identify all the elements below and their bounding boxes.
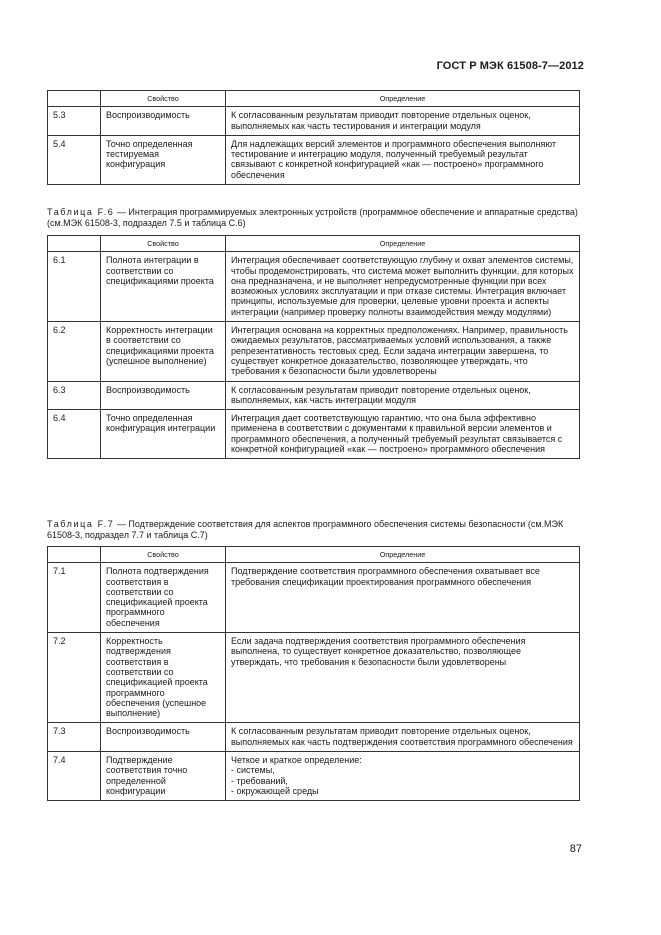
table-header-row <box>48 91 580 107</box>
definition-cell <box>226 752 580 801</box>
column-header <box>48 236 101 252</box>
table-f7 <box>47 546 580 801</box>
row-number: 6.2 <box>48 322 101 381</box>
definition-cell: Для надлежащих версий элементов и программного обеспечения выполняют тестирование и интеграцию модуля, полученный требуемый результат связывают с конкретной конфигурацией «как — построено» программного обеспечения <box>226 135 580 184</box>
definition-cell: Интеграция дает соответствующую гарантию, что она была эффективно применена в соответствии с документами к правильной версии элементов и программного обеспечения, а полученный требуемый результат связывается с конкретной конфигурацией «как — построено» программного обеспечения <box>226 410 580 459</box>
table-row <box>48 107 580 136</box>
definition-cell: К согласованным результатам приводит повторение отдельных оценок, выполняемых как часть подтверждения соответствия программного обеспечения <box>226 723 580 752</box>
table-row <box>48 135 580 184</box>
row-number: 7.3 <box>48 723 101 752</box>
table-row <box>48 410 580 459</box>
definition-cell: Интеграция обеспечивает соответствующую глубину и охват элементов системы, чтобы продемонстрировать, что система может выполнить функции, для которых она предназначена, и не выполняет непредусмотренные функции при всех возможных условиях эксплуатации и при отказе системы. Интеграция включает принципы, используемые для проверки, целевые уровни проекта и аспекты интеграции (например проверку полноты взаимодействия между модулями) <box>226 252 580 322</box>
caption-text: — Подтверждение соответствия для аспектов программного обеспечения системы безопасности (см.МЭК 61508-3, подраздел 7.7 и таблица С.7) <box>47 519 564 540</box>
definition-list-item: - системы, <box>231 765 275 776</box>
caption-label: Таблица F.7 <box>47 519 115 529</box>
row-number: 5.4 <box>48 135 101 184</box>
table-f7-caption <box>47 519 580 541</box>
table-header-row <box>48 236 580 252</box>
property-cell: Точно определенная тестируемая конфигурация <box>101 135 226 184</box>
row-number: 5.3 <box>48 107 101 136</box>
property-cell: Точно определенная конфигурация интеграции <box>101 410 226 459</box>
definition-intro: Четкое и краткое определение: <box>231 755 362 766</box>
page-number: 87 <box>569 843 582 855</box>
column-header: Свойство <box>101 236 226 252</box>
column-header: Определение <box>226 547 580 563</box>
table-row <box>48 752 580 801</box>
row-number: 6.3 <box>48 381 101 410</box>
table-top <box>47 90 580 185</box>
caption-text: — Интеграция программируемых электронных устройств (программное обеспечение и аппаратные средства) (см.МЭК 61508-3, подраздел 7.5 и таблица С.6) <box>47 207 578 228</box>
property-cell: Воспроизводимость <box>101 723 226 752</box>
definition-cell: Подтверждение соответствия программного обеспечения охватывает все требования спецификации проектирования программного обеспечения <box>226 563 580 633</box>
definition-cell: К согласованным результатам приводит повторение отдельных оценок, выполняемых, как часть интеграции модуля <box>226 381 580 410</box>
property-cell: Воспроизводимость <box>101 107 226 136</box>
table-f6-caption <box>47 207 580 229</box>
property-cell: Корректность интеграции в соответствии со спецификациями проекта (успешное выполнение) <box>101 322 226 381</box>
table-row <box>48 381 580 410</box>
column-header: Определение <box>226 236 580 252</box>
row-number: 6.4 <box>48 410 101 459</box>
column-header: Определение <box>226 91 580 107</box>
definition-cell: Интеграция основана на корректных предположениях. Например, правильность ожидаемых результатов, рассматриваемых условий использования, а также репрезентативность тестовых сред. Если задача интеграции завершена, то существует конкретное доказательство, позволяющее утверждать, что требования к безопасности были удовлетворены <box>226 322 580 381</box>
property-cell: Полнота подтверждения соответствия в соответствии со спецификацией проекта программного обеспечения <box>101 563 226 633</box>
column-header: Свойство <box>101 547 226 563</box>
row-number: 7.4 <box>48 752 101 801</box>
row-number: 6.1 <box>48 252 101 322</box>
table-row <box>48 723 580 752</box>
property-cell: Подтверждение соответствия точно определенной конфигурации <box>101 752 226 801</box>
definition-cell: К согласованным результатам приводит повторение отдельных оценок, выполняемых как часть тестирования и интеграции модуля <box>226 107 580 136</box>
document-header: ГОСТ Р МЭК 61508-7—2012 <box>436 60 584 72</box>
column-header <box>48 547 101 563</box>
table-row <box>48 633 580 723</box>
definition-list-item: - окружающей среды <box>231 785 319 796</box>
table-row <box>48 322 580 381</box>
property-cell: Корректность подтверждения соответствия в соответствии со спецификацией проекта программного обеспечения (успешное выполнение) <box>101 633 226 723</box>
table-f6 <box>47 235 580 459</box>
row-number: 7.2 <box>48 633 101 723</box>
table-header-row <box>48 547 580 563</box>
definition-cell: Если задача подтверждения соответствия программного обеспечения выполнена, то существует конкретное доказательство, позволяющее утверждать, что требования к безопасности были удовлетворены <box>226 633 580 723</box>
table-row <box>48 252 580 322</box>
definition-list-item: - требований, <box>231 775 288 786</box>
table-row <box>48 563 580 633</box>
column-header: Свойство <box>101 91 226 107</box>
row-number: 7.1 <box>48 563 101 633</box>
column-header <box>48 91 101 107</box>
property-cell: Полнота интеграции в соответствии со спецификациями проекта <box>101 252 226 322</box>
caption-label: Таблица F.6 <box>47 207 115 217</box>
property-cell: Воспроизводимость <box>101 381 226 410</box>
